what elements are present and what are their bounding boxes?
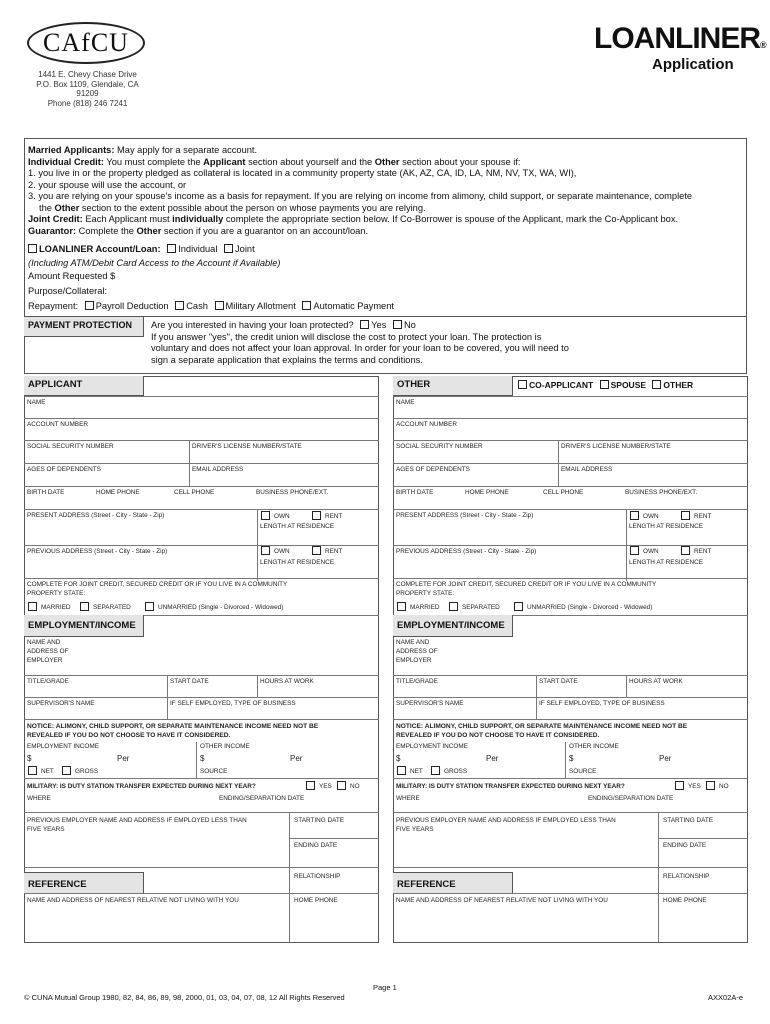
applicant-net-label: NET <box>41 768 54 775</box>
other-present-rent-checkbox[interactable] <box>681 511 690 520</box>
other-ending-date-field: ENDING DATE <box>663 842 707 849</box>
other-nearest-relative-field: NAME AND ADDRESS OF NEAREST RELATIVE NOT LIVING WITH YOU <box>396 897 608 904</box>
applicant-military-question: MILITARY: IS DUTY STATION TRANSFER EXPECTED DURING NEXT YEAR? <box>27 783 256 790</box>
applicant-business-phone-field: BUSINESS PHONE/EXT. <box>256 489 329 496</box>
other-email-field: EMAIL ADDRESS <box>561 466 613 473</box>
other-present-own-label: OWN <box>643 513 659 520</box>
other-hours-field: HOURS AT WORK <box>629 678 683 685</box>
other-reference-title: REFERENCE <box>393 872 513 894</box>
applicant-military-no-checkbox[interactable] <box>337 781 346 790</box>
other-previous-own-label: OWN <box>643 548 659 555</box>
applicant-reference-title: REFERENCE <box>24 872 144 894</box>
other-gross-label: GROSS <box>444 768 468 775</box>
other-gross-checkbox[interactable] <box>431 766 440 775</box>
applicant-separated-checkbox[interactable] <box>80 602 89 611</box>
applicant-unmarried-checkbox[interactable] <box>145 602 154 611</box>
other-previous-rent-label: RENT <box>694 548 712 555</box>
other-net-checkbox[interactable] <box>397 766 406 775</box>
applicant-married-checkbox[interactable] <box>28 602 37 611</box>
applicant-self-employed-field: IF SELF EMPLOYED, TYPE OF BUSINESS <box>170 700 296 707</box>
other-ages-dependents-field: AGES OF DEPENDENTS <box>396 466 470 473</box>
loan-type-row: LOANLINER Account/Loan: Individual Joint <box>28 244 255 256</box>
applicant-employment-income-label: EMPLOYMENT INCOME <box>27 743 99 750</box>
applicant-military-yes-checkbox[interactable] <box>306 781 315 790</box>
applicant-previous-rent-label: RENT <box>325 548 343 555</box>
other-unmarried-checkbox[interactable] <box>514 602 523 611</box>
other-employment-income-dollar: $ <box>396 754 401 763</box>
protection-yes-checkbox[interactable] <box>360 320 369 329</box>
other-present-length-field: LENGTH AT RESIDENCE <box>629 523 703 530</box>
applicant-email-field: EMAIL ADDRESS <box>192 466 244 473</box>
other-military-no-label: NO <box>719 783 729 790</box>
applicant-nearest-relative-field: NAME AND ADDRESS OF NEAREST RELATIVE NOT LIVING WITH YOU <box>27 897 239 904</box>
other-five-years-label: FIVE YEARS <box>396 826 434 833</box>
applicant-present-own-label: OWN <box>274 513 290 520</box>
applicant-section <box>24 376 379 943</box>
applicant-notice-line2: REVEALED IF YOU DO NOT CHOOSE TO HAVE IT CONSIDERED. <box>27 732 231 739</box>
applicant-drivers-license-field: DRIVER'S LICENSE NUMBER/STATE <box>192 443 302 450</box>
other-other-income-per: Per <box>659 754 672 763</box>
other-married-label: MARRIED <box>410 604 440 611</box>
other-notice-line2: REVEALED IF YOU DO NOT CHOOSE TO HAVE IT CONSIDERED. <box>396 732 600 739</box>
applicant-employer-label: EMPLOYER <box>27 657 63 664</box>
applicant-present-own-checkbox[interactable] <box>261 511 270 520</box>
cash-checkbox[interactable] <box>175 301 184 310</box>
other-separated-checkbox[interactable] <box>449 602 458 611</box>
payment-protection-label: PAYMENT PROTECTION <box>24 317 144 337</box>
applicant-notice-line1: NOTICE: ALIMONY, CHILD SUPPORT, OR SEPARATE MAINTENANCE INCOME NEED NOT BE <box>27 723 319 730</box>
other-present-rent-label: RENT <box>694 513 712 520</box>
other-other-income-dollar: $ <box>569 754 574 763</box>
applicant-previous-own-checkbox[interactable] <box>261 546 270 555</box>
protection-no-checkbox[interactable] <box>393 320 402 329</box>
applicant-five-years-label: FIVE YEARS <box>27 826 65 833</box>
applicant-previous-employer-label: PREVIOUS EMPLOYER NAME AND ADDRESS IF EMPLOYED LESS THAN <box>27 817 247 824</box>
other-where-field: WHERE <box>396 795 420 802</box>
other-community-state-label: PROPERTY STATE: <box>396 590 455 597</box>
page-number: Page 1 <box>373 983 397 992</box>
applicant-other-income-label: OTHER INCOME <box>200 743 250 750</box>
other-employer-label: EMPLOYER <box>396 657 432 664</box>
applicant-community-note: COMPLETE FOR JOINT CREDIT, SECURED CREDIT OR IF YOU LIVE IN A COMMUNITY <box>27 581 288 588</box>
other-ssn-field: SOCIAL SECURITY NUMBER <box>396 443 483 450</box>
applicant-community-state-label: PROPERTY STATE: <box>27 590 86 597</box>
other-employer-name-label: NAME AND <box>396 639 430 646</box>
applicant-gross-checkbox[interactable] <box>62 766 71 775</box>
other-start-date-field: START DATE <box>539 678 578 685</box>
other-title: OTHER <box>393 376 513 396</box>
co-applicant-checkbox[interactable] <box>518 380 527 389</box>
applicant-employment-income-per: Per <box>117 754 130 763</box>
applicant-employer-address-label: ADDRESS OF <box>27 648 69 655</box>
atm-note: (Including ATM/Debit Card Access to the Account if Available) <box>28 258 281 268</box>
other-military-yes-checkbox[interactable] <box>675 781 684 790</box>
other-military-question: MILITARY: IS DUTY STATION TRANSFER EXPECTED DURING NEXT YEAR? <box>396 783 625 790</box>
copyright: © CUNA Mutual Group 1980, 82, 84, 86, 89, 98, 2000, 01, 03, 04, 07, 08, 12 All Rights Reserved <box>24 993 345 1002</box>
applicant-ages-dependents-field: AGES OF DEPENDENTS <box>27 466 101 473</box>
applicant-married-label: MARRIED <box>41 604 71 611</box>
applicant-gross-label: GROSS <box>75 768 99 775</box>
other-notice-line1: NOTICE: ALIMONY, CHILD SUPPORT, OR SEPARATE MAINTENANCE INCOME NEED NOT BE <box>396 723 688 730</box>
repayment-row: Repayment: Payroll Deduction Cash Military Allotment Automatic Payment <box>28 301 394 311</box>
applicant-previous-rent-checkbox[interactable] <box>312 546 321 555</box>
automatic-checkbox[interactable] <box>302 301 311 310</box>
applicant-employment-title: EMPLOYMENT/INCOME <box>24 615 144 637</box>
other-employment-income-per: Per <box>486 754 499 763</box>
applicant-ssn-field: SOCIAL SECURITY NUMBER <box>27 443 114 450</box>
credit-union-logo: CAfCU <box>27 22 145 64</box>
other-employment-title: EMPLOYMENT/INCOME <box>393 615 513 637</box>
protection-text: Are you interested in having your loan protected? Yes No If you answer "yes", the credit union will disclose the cost to protect your loan. The protection is voluntary and does not affect your loan approval. In order for your loan to be covered, you will need to sign a separate application that explains the terms and conditions. <box>151 320 569 365</box>
other-community-note: COMPLETE FOR JOINT CREDIT, SECURED CREDIT OR IF YOU LIVE IN A COMMUNITY <box>396 581 657 588</box>
individual-checkbox[interactable] <box>167 244 176 253</box>
other-ending-separation-field: ENDING/SEPARATION DATE <box>588 795 674 802</box>
other-drivers-license-field: DRIVER'S LICENSE NUMBER/STATE <box>561 443 671 450</box>
applicant-other-income-dollar: $ <box>200 754 205 763</box>
other-business-phone-field: BUSINESS PHONE/EXT. <box>625 489 698 496</box>
other-employer-address-label: ADDRESS OF <box>396 648 438 655</box>
other-previous-own-checkbox[interactable] <box>630 546 639 555</box>
other-present-address-field: PRESENT ADDRESS (Street - City - State - Zip) <box>396 512 534 519</box>
applicant-title-grade-field: TITLE/GRADE <box>27 678 69 685</box>
applicant-hours-field: HOURS AT WORK <box>260 678 314 685</box>
other-unmarried-label: UNMARRIED (Single - Divorced - Widowed) <box>527 604 653 611</box>
other-other-income-label: OTHER INCOME <box>569 743 619 750</box>
applicant-source-label: SOURCE <box>200 768 228 775</box>
other-name-field: NAME <box>396 399 415 406</box>
other-previous-employer-label: PREVIOUS EMPLOYER NAME AND ADDRESS IF EMPLOYED LESS THAN <box>396 817 616 824</box>
applicant-account-number-field: ACCOUNT NUMBER <box>27 421 88 428</box>
loanliner-logo: LOANLINER® <box>594 22 766 55</box>
joint-checkbox[interactable] <box>224 244 233 253</box>
other-section <box>393 376 748 943</box>
other-source-label: SOURCE <box>569 768 597 775</box>
applicant-previous-address-field: PREVIOUS ADDRESS (Street - City - State - Zip) <box>27 548 168 555</box>
applicant-cell-phone-field: CELL PHONE <box>174 489 215 496</box>
other-checkbox[interactable] <box>652 380 661 389</box>
other-starting-date-field: STARTING DATE <box>663 817 714 824</box>
page-title: Application <box>652 56 734 73</box>
other-present-own-checkbox[interactable] <box>630 511 639 520</box>
applicant-separated-label: SEPARATED <box>93 604 131 611</box>
applicant-present-rent-checkbox[interactable] <box>312 511 321 520</box>
applicant-present-address-field: PRESENT ADDRESS (Street - City - State - Zip) <box>27 512 165 519</box>
other-relationship-field: RELATIONSHIP <box>663 873 710 880</box>
applicant-net-checkbox[interactable] <box>28 766 37 775</box>
other-previous-address-field: PREVIOUS ADDRESS (Street - City - State - Zip) <box>396 548 537 555</box>
applicant-ending-date-field: ENDING DATE <box>294 842 338 849</box>
form-code: AXX02A-e <box>708 993 744 1002</box>
applicant-starting-date-field: STARTING DATE <box>294 817 345 824</box>
credit-union-address: 1441 E. Chevy Chase Drive P.O. Box 1109, Glendale, CA 91209 Phone (818) 246 7241 <box>36 70 139 108</box>
applicant-military-yes-label: YES <box>319 783 332 790</box>
applicant-reference-home-phone-field: HOME PHONE <box>294 897 338 904</box>
purpose-collateral[interactable]: Purpose/Collateral: <box>28 286 108 296</box>
spouse-checkbox[interactable] <box>600 380 609 389</box>
applicant-supervisor-field: SUPERVISOR'S NAME <box>27 700 95 707</box>
amount-requested[interactable]: Amount Requested $ <box>28 271 116 281</box>
applicant-present-length-field: LENGTH AT RESIDENCE <box>260 523 334 530</box>
applicant-relationship-field: RELATIONSHIP <box>294 873 341 880</box>
applicant-title: APPLICANT <box>24 376 144 396</box>
other-account-number-field: ACCOUNT NUMBER <box>396 421 457 428</box>
other-previous-rent-checkbox[interactable] <box>681 546 690 555</box>
other-reference-home-phone-field: HOME PHONE <box>663 897 707 904</box>
applicant-previous-length-field: LENGTH AT RESIDENCE <box>260 559 334 566</box>
applicant-unmarried-label: UNMARRIED (Single - Divorced - Widowed) <box>158 604 284 611</box>
other-married-checkbox[interactable] <box>397 602 406 611</box>
applicant-ending-separation-field: ENDING/SEPARATION DATE <box>219 795 305 802</box>
other-title-grade-field: TITLE/GRADE <box>396 678 438 685</box>
other-employment-income-label: EMPLOYMENT INCOME <box>396 743 468 750</box>
applicant-home-phone-field: HOME PHONE <box>96 489 140 496</box>
other-separated-label: SEPARATED <box>462 604 500 611</box>
loanliner-checkbox[interactable] <box>28 244 37 253</box>
applicant-military-no-label: NO <box>350 783 360 790</box>
applicant-present-rent-label: RENT <box>325 513 343 520</box>
applicant-employer-name-label: NAME AND <box>27 639 61 646</box>
instructions: Married Applicants: May apply for a separate account. Individual Credit: You must complete the Applicant section about yourself and the Other section about your spouse if: 1. you live in or the property pledged as collateral is located in a community property state (AK, AZ, CA, ID, LA, NM, NV, TX, WA, WI), 2. your spouse will use the account, or 3. you are relying on your spouse's income as a basis for repayment. If you are relying on income from alimony, child support, or separate maintenance, complete the Other section to the extent possible about the person on whose payments you are relying. Joint Credit: Each Applicant must individually complete the appropriate section below. If Co-Borrower is spouse of the Applicant, mark the Co-Applicant box. Guarantor: Complete the Other section if you are a guarantor on an account/loan. <box>28 145 693 236</box>
other-self-employed-field: IF SELF EMPLOYED, TYPE OF BUSINESS <box>539 700 665 707</box>
other-net-label: NET <box>410 768 423 775</box>
payroll-checkbox[interactable] <box>85 301 94 310</box>
other-birth-date-field: BIRTH DATE <box>396 489 434 496</box>
other-home-phone-field: HOME PHONE <box>465 489 509 496</box>
applicant-where-field: WHERE <box>27 795 51 802</box>
applicant-previous-own-label: OWN <box>274 548 290 555</box>
other-military-no-checkbox[interactable] <box>706 781 715 790</box>
other-military-yes-label: YES <box>688 783 701 790</box>
other-previous-length-field: LENGTH AT RESIDENCE <box>629 559 703 566</box>
applicant-start-date-field: START DATE <box>170 678 209 685</box>
other-cell-phone-field: CELL PHONE <box>543 489 584 496</box>
applicant-other-income-per: Per <box>290 754 303 763</box>
other-supervisor-field: SUPERVISOR'S NAME <box>396 700 464 707</box>
other-type-options: CO-APPLICANT SPOUSE OTHER <box>518 380 693 390</box>
applicant-birth-date-field: BIRTH DATE <box>27 489 65 496</box>
military-checkbox[interactable] <box>215 301 224 310</box>
applicant-employment-income-dollar: $ <box>27 754 32 763</box>
applicant-name-field: NAME <box>27 399 46 406</box>
